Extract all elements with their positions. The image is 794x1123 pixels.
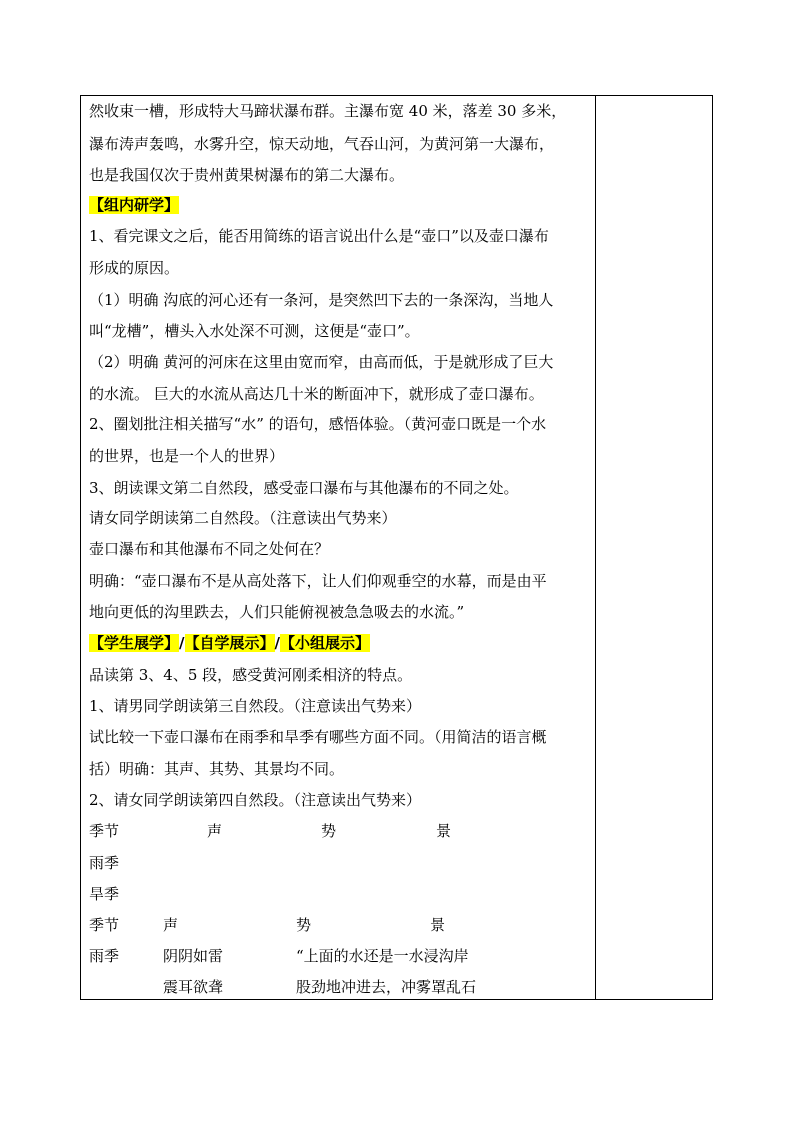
column-divider — [595, 96, 596, 999]
separator: / — [179, 634, 185, 652]
text-line: 括）明确：其声、其势、其景均不同。 — [89, 760, 345, 778]
text-line: 3、朗读课文第二自然段，感受壶口瀑布与其他瀑布的不同之处。 — [89, 479, 519, 497]
lesson-table — [80, 95, 713, 1000]
table1-header: 声 — [207, 822, 223, 840]
heading-group-study — [89, 193, 179, 217]
text-line: 2、请女同学朗读第四自然段。（注意读出气势来） — [89, 791, 422, 809]
table2-cell: 股劲地冲进去，冲雾罩乱石 — [296, 978, 477, 996]
table1-header: 势 — [321, 822, 337, 840]
table2-cell: 震耳欲聋 — [163, 978, 224, 996]
table1-header-row — [89, 819, 589, 843]
text-line: （1）明确 沟底的河心还有一条河，是突然凹下去的一条深沟，当地人 — [89, 291, 554, 309]
separator: / — [274, 634, 280, 652]
table1-header: 景 — [436, 822, 452, 840]
highlight-label: 【小组展示】 — [280, 634, 371, 652]
table2-cell: 阴阴如雷 — [163, 947, 224, 965]
table2-header-row — [89, 913, 589, 937]
table2-row — [89, 975, 589, 999]
text-line: 明确：“壶口瀑布不是从高处落下，让人们仰观垂空的水幕，而是由平 — [89, 572, 547, 590]
table2-header: 景 — [430, 916, 446, 934]
text-line: 壶口瀑布和其他瀑布不同之处何在？ — [89, 540, 330, 558]
text-line: 1、看完课文之后，能否用简练的语言说出什么是“壶口”以及壶口瀑布 — [89, 227, 549, 245]
highlight-label: 【学生展学】 — [89, 634, 180, 652]
table2-header: 势 — [296, 916, 312, 934]
text-line: 地向更低的沟里跌去，人们只能俯视被急急吸去的水流。” — [89, 603, 465, 621]
table1-header: 季节 — [89, 822, 120, 840]
highlight-label: 【组内研学】 — [89, 196, 180, 214]
text-line: 请女同学朗读第二自然段。（注意读出气势来） — [89, 509, 397, 527]
text-line: 2、圈划批注相关描写“水” 的语句，感悟体验。（黄河壶口既是一个水 — [89, 415, 547, 433]
table2-row — [89, 944, 589, 968]
text-line: 的水流。 巨大的水流从高达几十米的断面冲下，就形成了壶口瀑布。 — [89, 385, 544, 403]
table2-cell: 雨季 — [89, 947, 120, 965]
text-line: 叫“龙槽”，槽头入水处深不可测，这便是“壶口”。 — [89, 322, 420, 340]
text-line: 1、请男同学朗读第三自然段。（注意读出气势来） — [89, 697, 422, 715]
heading-show — [89, 631, 370, 655]
text-line: 的世界，也是一个人的世界） — [89, 447, 285, 465]
text-line: 然收束一槽，形成特大马蹄状瀑布群。主瀑布宽 40 米，落差 30 多米， — [89, 102, 567, 120]
highlight-label: 【自学展示】 — [184, 634, 275, 652]
table1-row-label: 旱季 — [89, 885, 120, 903]
text-line: （2）明确 黄河的河床在这里由宽而窄，由高而低，于是就形成了巨大 — [89, 353, 554, 371]
table2-header: 声 — [163, 916, 179, 934]
text-line: 形成的原因。 — [89, 259, 180, 277]
text-line: 瀑布涛声轰鸣，水雾升空，惊天动地，气吞山河，为黄河第一大瀑布， — [89, 135, 555, 153]
table2-header: 季节 — [89, 916, 120, 934]
table1-row-label: 雨季 — [89, 854, 120, 872]
table2-cell: “上面的水还是一水浸沟岸 — [296, 947, 469, 965]
text-line: 试比较一下壶口瀑布在雨季和旱季有哪些方面不同。（用简洁的语言概 — [89, 728, 547, 746]
text-line: 也是我国仅次于贵州黄果树瀑布的第二大瀑布。 — [89, 166, 405, 184]
text-line: 品读第 3、4、5 段，感受黄河刚柔相济的特点。 — [89, 666, 413, 684]
